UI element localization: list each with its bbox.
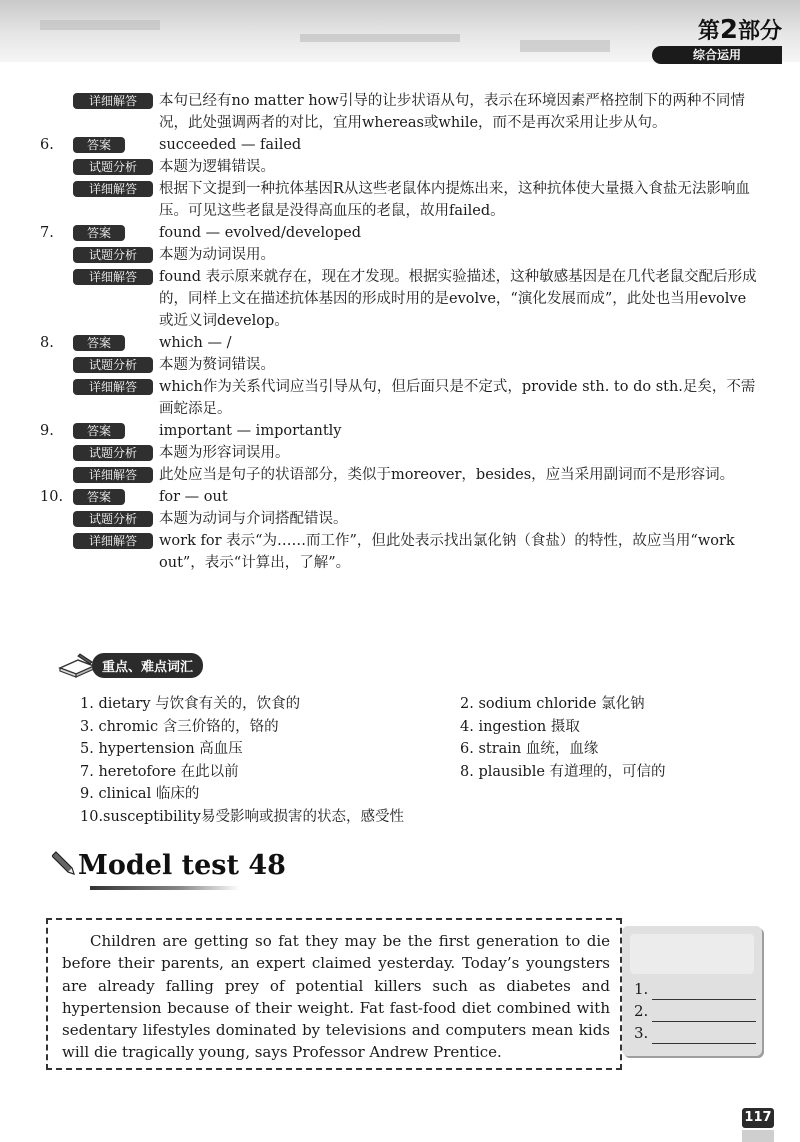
analysis-text: 本题为动词误用。 [159,247,275,263]
answer-label: 答案 [73,225,125,241]
detail-row [40,178,760,222]
answer-label: 答案 [73,137,125,153]
analysis-text: 本题为形容词误用。 [159,445,290,461]
answer-row [40,222,760,244]
vocab-item: 8. plausible 有道理的，可信的 [460,763,666,780]
answer-lines [634,978,756,1044]
item-number: 8. [40,335,54,351]
answer-blank-number: 1. [634,980,649,998]
vocab-heading-label: 重点、难点词汇 [92,653,203,678]
vocab-item: 3. chromic 含三价铬的，铬的 [80,718,279,735]
vocab-item: 2. sodium chloride 氯化钠 [460,696,645,712]
vocab-heading [58,650,203,680]
detail-label: 详细解答 [73,533,153,549]
part-subtitle: 综合运用 [652,46,782,64]
answer-row [40,134,760,156]
page-strip [742,1130,774,1142]
analysis-label: 试题分析 [73,159,153,175]
analysis-label: 试题分析 [73,247,153,263]
answer-label: 答案 [73,423,125,439]
answer-label: 答案 [73,489,125,505]
detail-text: which作为关系代词应当引导从句，但后面只是不定式，provide sth. to do sth.足矣，不需画蛇添足。 [159,379,756,417]
item-number: 7. [40,225,54,241]
answer-text: for — out [159,489,228,505]
vocab-list [80,693,720,828]
analysis-row [40,442,760,464]
answer-text: which — / [159,335,232,351]
intro-detail-row [40,90,760,134]
detail-row [40,266,760,332]
analysis-row [40,354,760,376]
analysis-text: 本题为赘词错误。 [159,357,275,373]
answer-blank-row [634,1022,756,1044]
detail-label: 详细解答 [73,181,153,197]
answer-item [40,332,760,420]
answer-blank[interactable] [652,1005,756,1022]
answer-text: succeeded — failed [159,137,302,153]
vocab-item: 10.susceptibility易受影响或损害的状态，感受性 [80,808,404,825]
answer-item [40,134,760,222]
analysis-label: 试题分析 [73,511,153,527]
detail-label: 详细解答 [73,93,153,109]
answer-blank[interactable] [652,1027,756,1044]
detail-text: found 表示原来就存在，现在才发现。根据实验描述，这种敏感基因是在几代老鼠交配后形成的，同样上文在描述抗体基因的形成时用的是evolve，“演化发展而成”，此处也当用evolve或近义词develop。 [159,269,757,329]
detail-text: 此处应当是句子的状语部分，类似于moreover，besides，应当采用副词而不是形容词。 [159,467,735,483]
item-number: 10. [40,489,64,505]
answer-item [40,420,760,486]
answer-label: 答案 [73,335,125,351]
detail-label: 详细解答 [73,379,153,395]
analysis-label: 试题分析 [73,357,153,373]
analysis-row [40,508,760,530]
pencil-icon [52,850,76,876]
item-number: 9. [40,423,54,439]
detail-row [40,464,760,486]
vocab-item: 5. hypertension 高血压 [80,741,243,757]
answer-blank-row [634,1000,756,1022]
title-underline [90,886,240,890]
analysis-row [40,156,760,178]
answer-row [40,332,760,354]
part-title: 第2部分 [697,15,782,45]
answer-blank-number: 2. [634,1002,649,1020]
detail-text: work for 表示“为……而工作”，但此处表示找出氯化钠（食盐）的特性，故应当用“work out”，表示“计算出，了解”。 [159,533,735,571]
answer-items [40,134,760,574]
detail-text: 根据下文提到一种抗体基因R从这些老鼠体内提炼出来，这种抗体使大量摄入食盐无法影响血压。可见这些老鼠是没得高血压的老鼠，故用failed。 [159,181,750,219]
model-test-title: Model test 48 [52,850,286,881]
answer-blank-number: 3. [634,1024,649,1042]
answer-row [40,486,760,508]
vocab-item: 7. heretofore 在此以前 [80,763,239,780]
analysis-row [40,244,760,266]
analysis-text: 本题为动词与介词搭配错误。 [159,511,348,527]
answer-item [40,222,760,332]
answer-text: important — importantly [159,423,342,439]
detail-text: 本句已经有no matter how引导的让步状语从句，表示在环境因素严格控制下的两种不同情况，此处强调两者的对比，宜用whereas或while，而不是再次采用让步从句。 [159,93,745,131]
answer-text: found — evolved/developed [159,225,362,241]
item-number: 6. [40,137,54,153]
analysis-text: 本题为逻辑错误。 [159,159,275,175]
answer-row [40,420,760,442]
passage-text: Children are getting so fat they may be the first generation to die before their parents, an expert claimed yesterday. Today’s youngsters are already falling prey of potential killers such as diabetes and hypertension because of their weight. Fat fast-food diet combined with sedentary lifestyles dominated by televisions and computers mean kids will die tragically young, says Professor Andrew Prentice. [62,932,610,1062]
answer-blank-row [634,978,756,1000]
detail-row [40,530,760,574]
answer-section [40,90,760,574]
detail-row [40,376,760,420]
vocab-item: 1. dietary 与饮食有关的，饮食的 [80,696,301,712]
answer-item [40,486,760,574]
analysis-label: 试题分析 [73,445,153,461]
detail-label: 详细解答 [73,467,153,483]
answer-blank[interactable] [652,983,756,1000]
vocab-item: 6. strain 血统，血缘 [460,741,599,757]
page-number: 117 [742,1108,774,1128]
detail-label: 详细解答 [73,269,153,285]
vocab-item: 9. clinical 临床的 [80,786,200,802]
vocab-item: 4. ingestion 摄取 [460,718,580,735]
